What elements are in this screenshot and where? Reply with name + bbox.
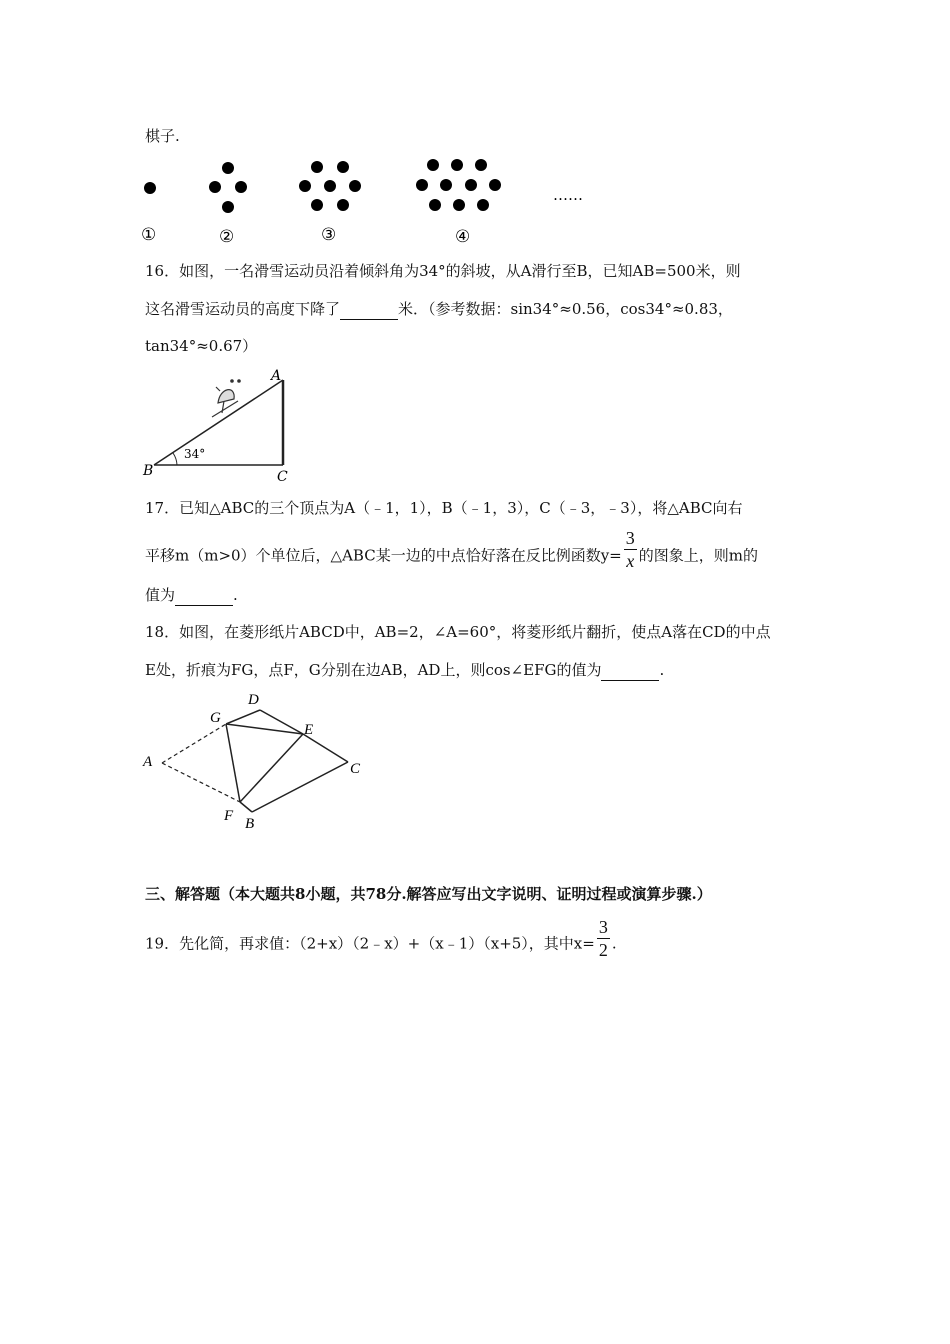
dot-pattern-figure — [135, 152, 615, 252]
edge-gd — [226, 710, 260, 724]
ellipsis: …… — [553, 186, 583, 204]
q17-line3 — [145, 585, 238, 606]
pattern-label-2: ② — [219, 227, 235, 247]
q16-answer-blank — [340, 299, 398, 320]
q19-fraction-denominator: 2 — [598, 940, 608, 960]
q19-text-post: . — [611, 934, 617, 953]
dot — [451, 159, 463, 171]
label-a: A — [271, 368, 282, 384]
dot — [222, 201, 234, 213]
label-c: C — [277, 469, 288, 483]
q16-line3: tan34°≈0.67） — [145, 337, 258, 355]
q19-fraction-numerator: 3 — [598, 917, 608, 937]
dot — [477, 199, 489, 211]
dot — [235, 181, 247, 193]
dot — [416, 179, 428, 191]
edge-ec — [303, 734, 348, 762]
fold-line-gf — [226, 724, 240, 802]
dot — [429, 199, 441, 211]
section3-title: 三、解答题（本大题共8小题，共78分.解答应写出文字说明、证明过程或演算步骤.） — [145, 885, 712, 903]
slope-line-ab — [154, 380, 283, 465]
q17-fraction-denominator: x — [626, 551, 635, 571]
intro-text: 棋子. — [145, 127, 180, 145]
dot — [475, 159, 487, 171]
dot — [144, 182, 156, 194]
label-e: E — [304, 722, 314, 738]
angle-arc — [173, 453, 177, 465]
q17-line3-post: . — [233, 586, 238, 604]
label-b: B — [245, 816, 255, 832]
dot — [311, 161, 323, 173]
dot — [337, 199, 349, 211]
label-b: B — [143, 463, 154, 479]
dot — [311, 199, 323, 211]
pattern-label-1: ① — [141, 225, 157, 245]
label-a: A — [143, 754, 153, 770]
q17-fraction-numerator: 3 — [625, 528, 635, 548]
dot — [209, 181, 221, 193]
dot — [440, 179, 452, 191]
q17-line2-pre: 平移m（m>0）个单位后，△ABC某一边的中点恰好落在反比例函数y= — [145, 546, 622, 565]
dot — [349, 180, 361, 192]
q18-line2-pre: E处，折痕为FG，点F，G分别在边AB，AD上，则cos∠EFG的值为 — [145, 661, 602, 679]
edge-de — [260, 710, 303, 734]
q17-answer-blank — [175, 585, 233, 606]
dashed-edge-af — [162, 763, 240, 802]
dot — [427, 159, 439, 171]
label-c: C — [350, 761, 361, 777]
angle-label: 34° — [184, 447, 206, 461]
q17-line2 — [145, 528, 758, 572]
pattern-label-4: ④ — [455, 227, 471, 247]
dot — [324, 180, 336, 192]
dot — [489, 179, 501, 191]
label-g: G — [210, 710, 221, 726]
q16-line2 — [145, 299, 733, 320]
q18-line2 — [145, 660, 664, 681]
label-d: D — [248, 692, 259, 708]
q16-line2-post: 米．（参考数据：sin34°≈0.56，cos34°≈0.83， — [398, 300, 733, 318]
q18-rhombus-figure — [138, 688, 378, 833]
dot — [465, 179, 477, 191]
q17-line1: 17．已知△ABC的三个顶点为A（﹣1，1），B（﹣1，3），C（﹣3，﹣3），将△ABC向右 — [145, 499, 743, 517]
edge-bf — [240, 802, 252, 812]
label-f: F — [224, 808, 234, 824]
q19-fraction — [597, 916, 610, 961]
edge-fe — [240, 734, 303, 802]
edge-cb — [252, 762, 348, 812]
q17-line2-post: 的图象上，则m的 — [638, 546, 758, 565]
q17-fraction — [624, 527, 637, 572]
dot — [222, 162, 234, 174]
q18-line1: 18．如图，在菱形纸片ABCD中，AB=2，∠A=60°，将菱形纸片翻折，使点A落在CD的中点 — [145, 623, 771, 641]
q16-line1: 16．如图，一名滑雪运动员沿着倾斜角为34°的斜坡，从A滑行至B，已知AB=500米，则 — [145, 262, 741, 280]
q18-line2-post: . — [659, 661, 665, 679]
edge-ge — [226, 724, 303, 734]
q19-line — [145, 917, 617, 961]
dot — [453, 199, 465, 211]
dashed-edge-ag — [162, 724, 226, 763]
q19-text-pre: 19．先化简，再求值：（2+x）（2﹣x）+（x﹣1）（x+5），其中x= — [145, 934, 595, 953]
q17-line3-pre: 值为 — [145, 586, 176, 604]
dot — [299, 180, 311, 192]
q18-answer-blank — [601, 660, 659, 681]
q16-line2-pre: 这名滑雪运动员的高度下降了 — [145, 300, 341, 318]
q16-slope-figure — [140, 365, 300, 483]
dot — [337, 161, 349, 173]
pattern-label-3: ③ — [321, 225, 337, 245]
